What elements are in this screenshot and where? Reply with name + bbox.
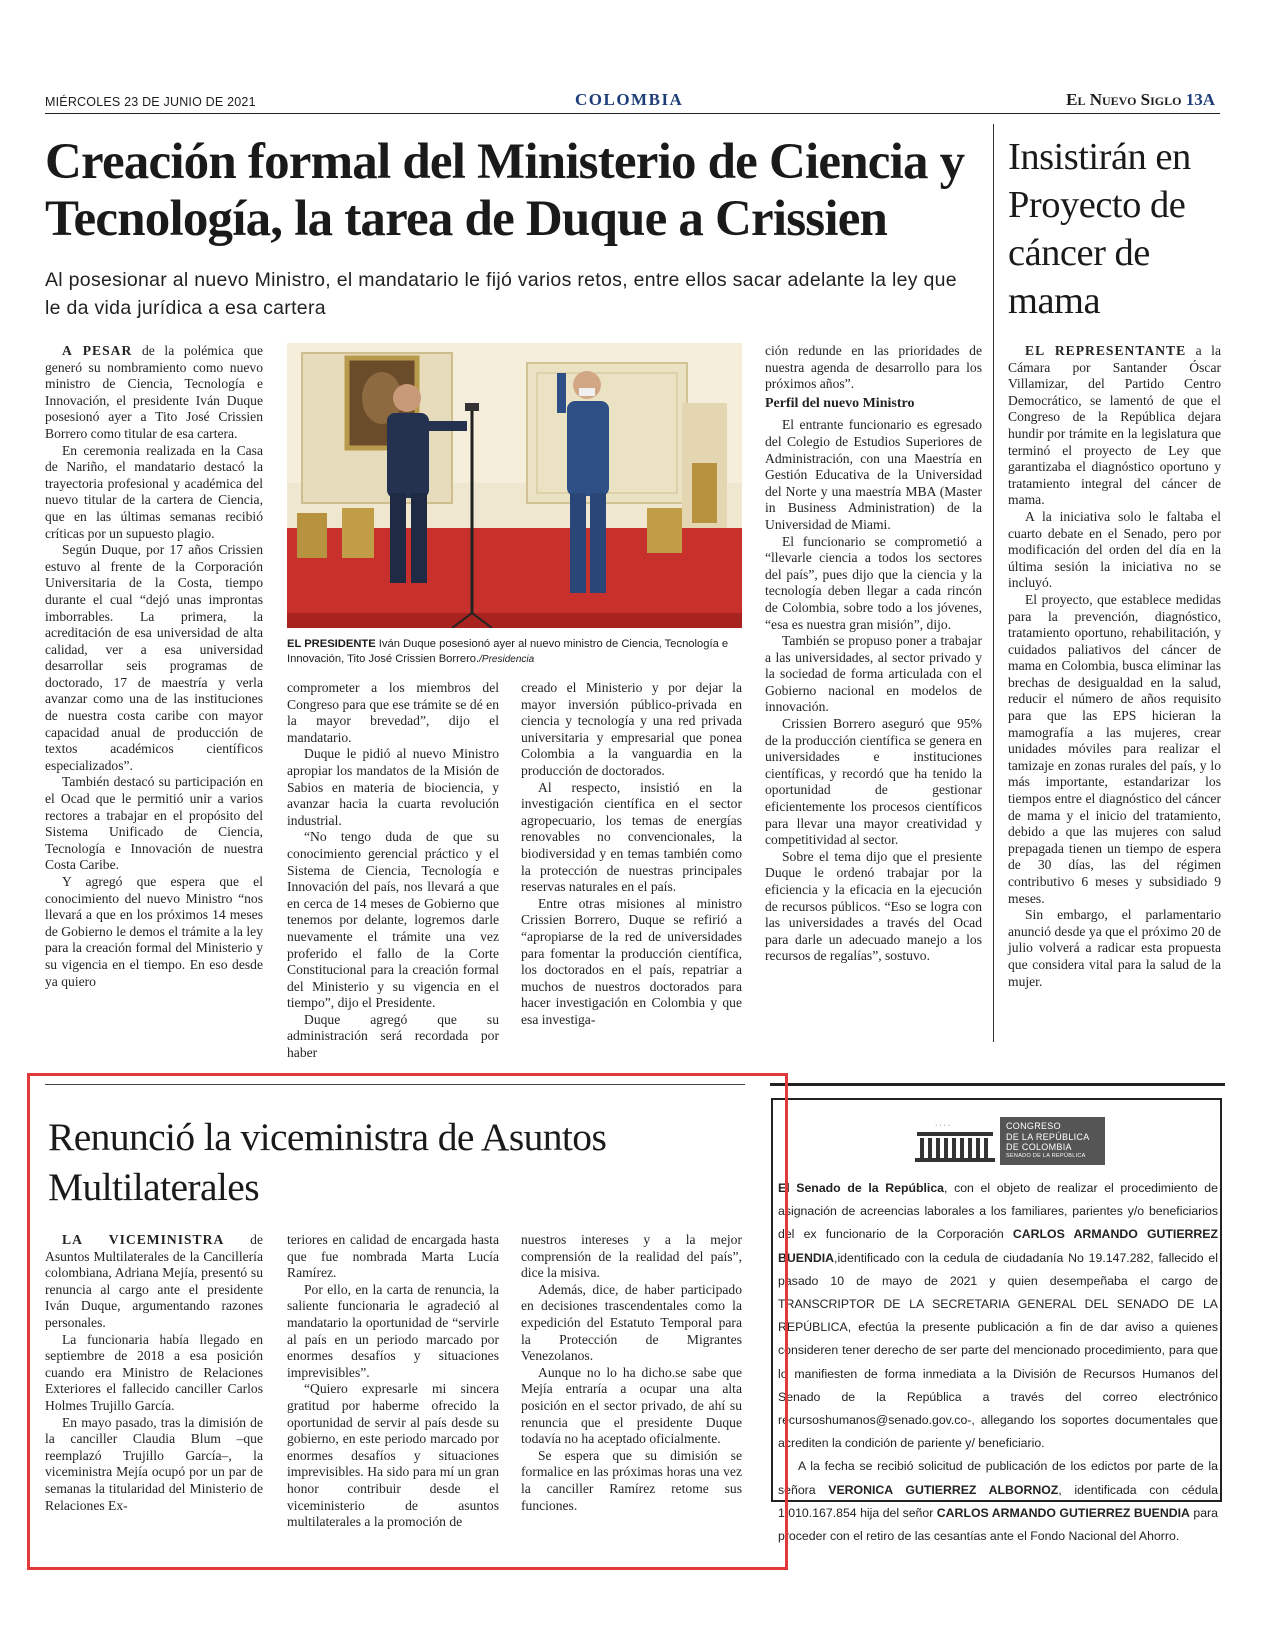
paragraph: Se espera que su dimisión se formalice en las próximas horas una vez la canciller Ramírez retome sus funciones. — [521, 1447, 742, 1513]
main-column-3 — [521, 680, 742, 1028]
paragraph: Por ello, en la carta de renuncia, la saliente funcionaria le agradeció al mandatario la oportunidad de “servirle al país en un periodo marcado por enormes desafíos y situaciones imprevisibles”. — [287, 1281, 499, 1380]
paragraph: de Asuntos Multilaterales de la Cancillería colombiana, Adriana Mejía, presentó su renuncia al cargo ante el presidente Iván Duque, argumentando razones personales. — [45, 1232, 263, 1330]
paragraph: “Quiero expresarle mi sincera gratitud por haberme ofrecido la oportunidad de servir al país desde su gobierno, en este periodo marcado por enormes desafíos y situaciones imprevisibles. Ha sido para mí un gran honor contribuir desde el viceministerio de asuntos multilaterales a la promoción de — [287, 1381, 499, 1530]
paragraph: ción redunde en las prioridades de nuestra agenda de desarrollo para los próximos años”. — [765, 343, 982, 392]
paragraph: El proyecto, que establece medidas para la prevención, diagnóstico, tratamiento oportuno, rehabilitación, y cuidados paliativos del cáncer de mama en Colombia, busca eliminar las brechas de desigualdad en la salud, reducir el número de años requisito para que las EPS hicieran la mamografía a las mujeres, crear unidades móviles para realizar el tamizaje en zonas rurales del país, y lo más importante, estandarizar los tiempos entre el diagnóstico del cáncer de mama y el inicio del tratamiento, debido a que las mujeres con salud prepagada tienen un tiempo de espera de 30 días, las del régimen contributivo 6 meses y subsidiado 9 meses. — [1008, 591, 1221, 906]
seal-line: DE COLOMBIA — [1006, 1142, 1072, 1152]
paragraph: Duque agregó que su administración será recordada por haber — [287, 1011, 499, 1061]
paragraph: Sobre el tema dijo que el presiente Duque le ordenó trabajar por la eficiencia y la eficacia en la ejecución de recursos públicos. “Eso se logra con las universidades a través del Ocad para darle un adecuado manejo a los recursos de regalías”, sostuvo. — [765, 848, 982, 964]
seal-line: SENADO DE LA REPÚBLICA — [1006, 1152, 1086, 1159]
side-headline: Insistirán en Proyecto de cáncer de mama — [1008, 136, 1191, 323]
paragraph: El funcionario se comprometió a “llevarle ciencia a todos los sectores del país”, pues dijo que la ciencia y la tecnología deben llegar a cada rincón de Colombia, sobre todo a los jóvenes, “esa es nuestra gran misión”, dijo. — [765, 533, 982, 632]
paragraph: Sin embargo, el parlamentario anunció desde ya que el próximo 20 de julio volverá a radicar esta propuesta que considera vital para la salud de la mujer. — [1008, 907, 1221, 989]
paragraph: nuestros intereses y a la mejor comprensión de la realidad del país”, dice la misiva. — [521, 1232, 742, 1281]
paragraph: “No tengo duda de que su conocimiento gerencial práctico y el Sistema de Ciencia, Tecnología e Innovación del país, nos llevará a que en cerca de 14 meses de Gobierno que tenemos por delante, logremos darle nuevamente el trámite una vez proferido el fallo de la Corte Constitucional para la creación formal del Ministerio y su vigencia en el tiempo”, dijo el Presidente. — [287, 829, 499, 1011]
section-name: COLOMBIA — [575, 90, 684, 109]
paragraph: a la Cámara por Santander Óscar Villamizar, del Partido Centro Democrático, se lamentó de que el Congreso de la República dejara hundir por trámite en la legislatura que terminó el proyecto de Ley que garantizaba el diagnóstico oportuno y tratamiento integral del cáncer de mama. — [1008, 343, 1221, 508]
notice-paragraph — [778, 1455, 1218, 1548]
notice-text-span: A la fecha se recibió solicitud de publicación de los edictos por parte de la señora — [778, 1459, 1218, 1497]
paragraph: Crissien Borrero aseguró que 95% de la producción científica se genera en universidades e instituciones científicas, y recordó que ha tenido la oportunidad de gestionar eficientemente los procesos científicos para llevar una mayor creatividad y competitividad al sector. — [765, 716, 982, 848]
notice-text-span: , identificada con cédula 1.010.167.854 hija del señor — [778, 1482, 1218, 1520]
highlight-box — [27, 1073, 788, 1570]
paragraph: Y agregó que espera que el conocimiento del nuevo Ministro “nos llevará a que en los próximos 14 meses de Gobierno le demos el trámite a la ley para la creación formal del Ministerio y su vigencia en el tiempo. En eso desde ya quiero — [45, 874, 263, 989]
paragraph: Aunque no lo ha dicho.se sabe que Mejía entraría a ocupar una alta posición en el sector privado, de ahí su renuncia que el presidente Duque todavía no ha aceptado oficialmente. — [521, 1364, 742, 1447]
congress-seal-label — [1000, 1117, 1105, 1165]
paragraph: También se propuso poner a trabajar a las universidades, al sector privado y la sociedad de forma articulada con el Gobierno nacional en modelos de innovación. — [765, 633, 982, 715]
paragraph: comprometer a los miembros del Congreso para que ese trámite se dé en la mayor brevedad”, dijo el mandatario. — [287, 680, 499, 745]
paragraph: En mayo pasado, tras la dimisión de la canciller Claudia Blum –que reemplazó Trujillo García–, la viceministra Mejía ocupó por un par de semanas la titularidad del Ministerio de Relaciones Ex- — [45, 1414, 263, 1513]
caption-lead: EL PRESIDENTE — [287, 638, 376, 650]
photo-caption — [287, 637, 742, 667]
notice-lead: El Senado de la República — [778, 1181, 944, 1195]
paragraph: El entrante funcionario es egresado del Colegio de Estudios Superiores de Administración, con una Maestría en Gestión Educativa de la Universidad del Norte y una maestría MBA (Master in Business Administration) de la Universidad de Miami. — [765, 417, 982, 532]
ceremony-photo — [287, 343, 742, 628]
notice-name: VERONICA GUTIERREZ ALBORNOZ — [828, 1482, 1059, 1497]
notice-text-span: , con el objeto de realizar el procedimiento de asignación de acreencias laborales a los familiares, parientes y/o beneficiarios del ex funcionario de la Corporación — [778, 1181, 1218, 1242]
photo-credit: /Presidencia — [479, 654, 535, 665]
paragraph: La funcionaria había llegado en septiembre de 2018 a esa posición cuando era Ministro de Relaciones Exteriores el fallecido canciller Carlos Holmes Trujillo García. — [45, 1331, 263, 1413]
seal-line: DE LA REPÚBLICA — [1006, 1131, 1090, 1142]
main-headline: Creación formal del Ministerio de Ciencia y Tecnología, la tarea de Duque a Crissien — [45, 134, 965, 248]
main-deck: Al posesionar al nuevo Ministro, el mandatario le fijó varios retos, entre ellos sacar adelante la ley que le da vida jurídica a esa cartera — [45, 269, 957, 319]
main-column-4 — [765, 343, 982, 965]
paper-name: El Nuevo Siglo — [1066, 90, 1182, 109]
notice-role: TRANSCRIPTOR DE LA SECRETARIA GENERAL DEL SENADO DE LA REPÚBLICA — [778, 1297, 1218, 1335]
paragraph: de la polémica que generó su nombramiento como nuevo ministro de Ciencia, Tecnología e Innovación, el presidente Iván Duque posesionó ayer a Tito José Crissien Borrero como titular de esa cartera. — [45, 343, 264, 441]
main-column-1 — [45, 343, 263, 990]
notice-text-span: ,identificado con la cedula de ciudadanía No 19.147.282, fallecido el pasado 10 de mayo de 2021 y quien desempeñaba el cargo de — [778, 1250, 1218, 1288]
lead-in: EL REPRESENTANTE — [1025, 343, 1187, 358]
notice-paragraph — [778, 1177, 1218, 1455]
notice-name: CARLOS ARMANDO GUTIERREZ BUENDIA — [936, 1505, 1190, 1520]
lead-in: A PESAR — [62, 343, 133, 358]
side-column — [1008, 343, 1221, 990]
header-rule — [45, 113, 1220, 114]
paragraph: creado el Ministerio y por dejar la mayor inversión público-privada en ciencia y tecnología y una red privada universitaria y empresarial que ponea Colombia a la vanguardia en la producción de doctorados. — [521, 680, 742, 778]
main-column-2 — [287, 680, 499, 1062]
paragraph: Según Duque, por 17 años Crissien estuvo al frente de la Corporación Universitaria de la Costa, tiempo durante el cual “dejó unas improntas imborrables. La primera, la acreditación de esa universidad de alta calidad, ver a esa universidad desarrollar seis programas de doctorado, 17 de maestría y verla avanzar como una de las instituciones de nuestra costa caribe con mayor capacidad anual de producción de textos académicos científicos especializados”. — [45, 542, 263, 773]
paragraph: Entre otras misiones al ministro Crissien Borrero, Duque se refirió a “apropiarse de la red de universidades para fomentar la producción científica, los doctorados en el país, repatriar a muchos de nuestros doctorados para hacer investigación en Colombia y que esa investiga- — [521, 895, 742, 1027]
page-number: 13A — [1185, 90, 1215, 109]
svg-text:· · · ·: · · · · — [935, 1122, 951, 1129]
notice-top-rule — [770, 1083, 1225, 1086]
seal-line: CONGRESO — [1006, 1121, 1061, 1131]
notice-text-span: para proceder con el retiro de las cesantías ante el Fondo Nacional del Ahorro. — [778, 1505, 1218, 1544]
congress-building-icon — [915, 1118, 995, 1162]
lead-in: LA VICEMINISTRA — [62, 1232, 225, 1247]
paragraph: También destacó su participación en el Ocad que le permitió unir a varios rectores a trabajar en el propósito del Sistema Unificado de Ciencia, Tecnología e Innovación de nuestra Costa Caribe. — [45, 774, 263, 873]
paragraph: Duque le pidió al nuevo Ministro apropiar los mandatos de la Misión de Sabios en materia de biociencia, y avanzar hacia la cuarta revolución industrial. — [287, 746, 499, 828]
paragraph: En ceremonia realizada en la Casa de Nariño, el mandatario destacó la trayectoria profesional y académica del nuevo titular de la cartera de Ciencia, que en las últimas semanas recibió críticas por un supuesto plagio. — [45, 442, 263, 541]
paragraph: teriores en calidad de encargada hasta que fue nombrada Marta Lucía Ramírez. — [287, 1232, 499, 1281]
column-divider — [993, 124, 994, 1042]
bottom-headline: Renunció la viceministra de Asuntos Multilaterales — [48, 1115, 607, 1209]
issue-date: MIÉRCOLES 23 DE JUNIO DE 2021 — [45, 95, 256, 109]
subheading: Perfil del nuevo Ministro — [765, 395, 915, 411]
notice-name: CARLOS ARMANDO GUTIERREZ BUENDIA — [778, 1227, 1218, 1265]
caption-text: Iván Duque posesionó ayer al nuevo ministro de Ciencia, Tecnología e Innovación, Tito José Crissien Borrero. — [287, 638, 729, 665]
paragraph: A la iniciativa solo le faltaba el cuarto debate en el Senado, pero por modificación del orden del día en la última sesión la iniciativa no se incluyó. — [1008, 508, 1221, 591]
paragraph: Además, dice, de haber participado en decisiones trascendentales como la expedición del Estatuto Temporal para la Protección de Migrantes Venezolanos. — [521, 1281, 742, 1364]
notice-text-span: , efectúa la presente publicación a fin de dar aviso a quienes consideren tener derecho de ser parte del mencionado procedimiento, para que lo manifiesten de forma inmediata a la División de Recursos Humanos del Senado de la República a través del correo electrónico recursoshumanos@senado.gov.co-, allegando los soportes documentales que acrediten la condición de pariente y/ beneficiario. — [778, 1320, 1218, 1451]
notice-text — [778, 1177, 1218, 1548]
paragraph: Al respecto, insistió en la investigación científica en el sector agropecuario, los temas de energías renovables no convencionales, la biodiversidad y en temas también como la protección de nuestras principales reservas naturales en el país. — [521, 779, 742, 895]
newspaper-masthead — [1066, 90, 1215, 110]
